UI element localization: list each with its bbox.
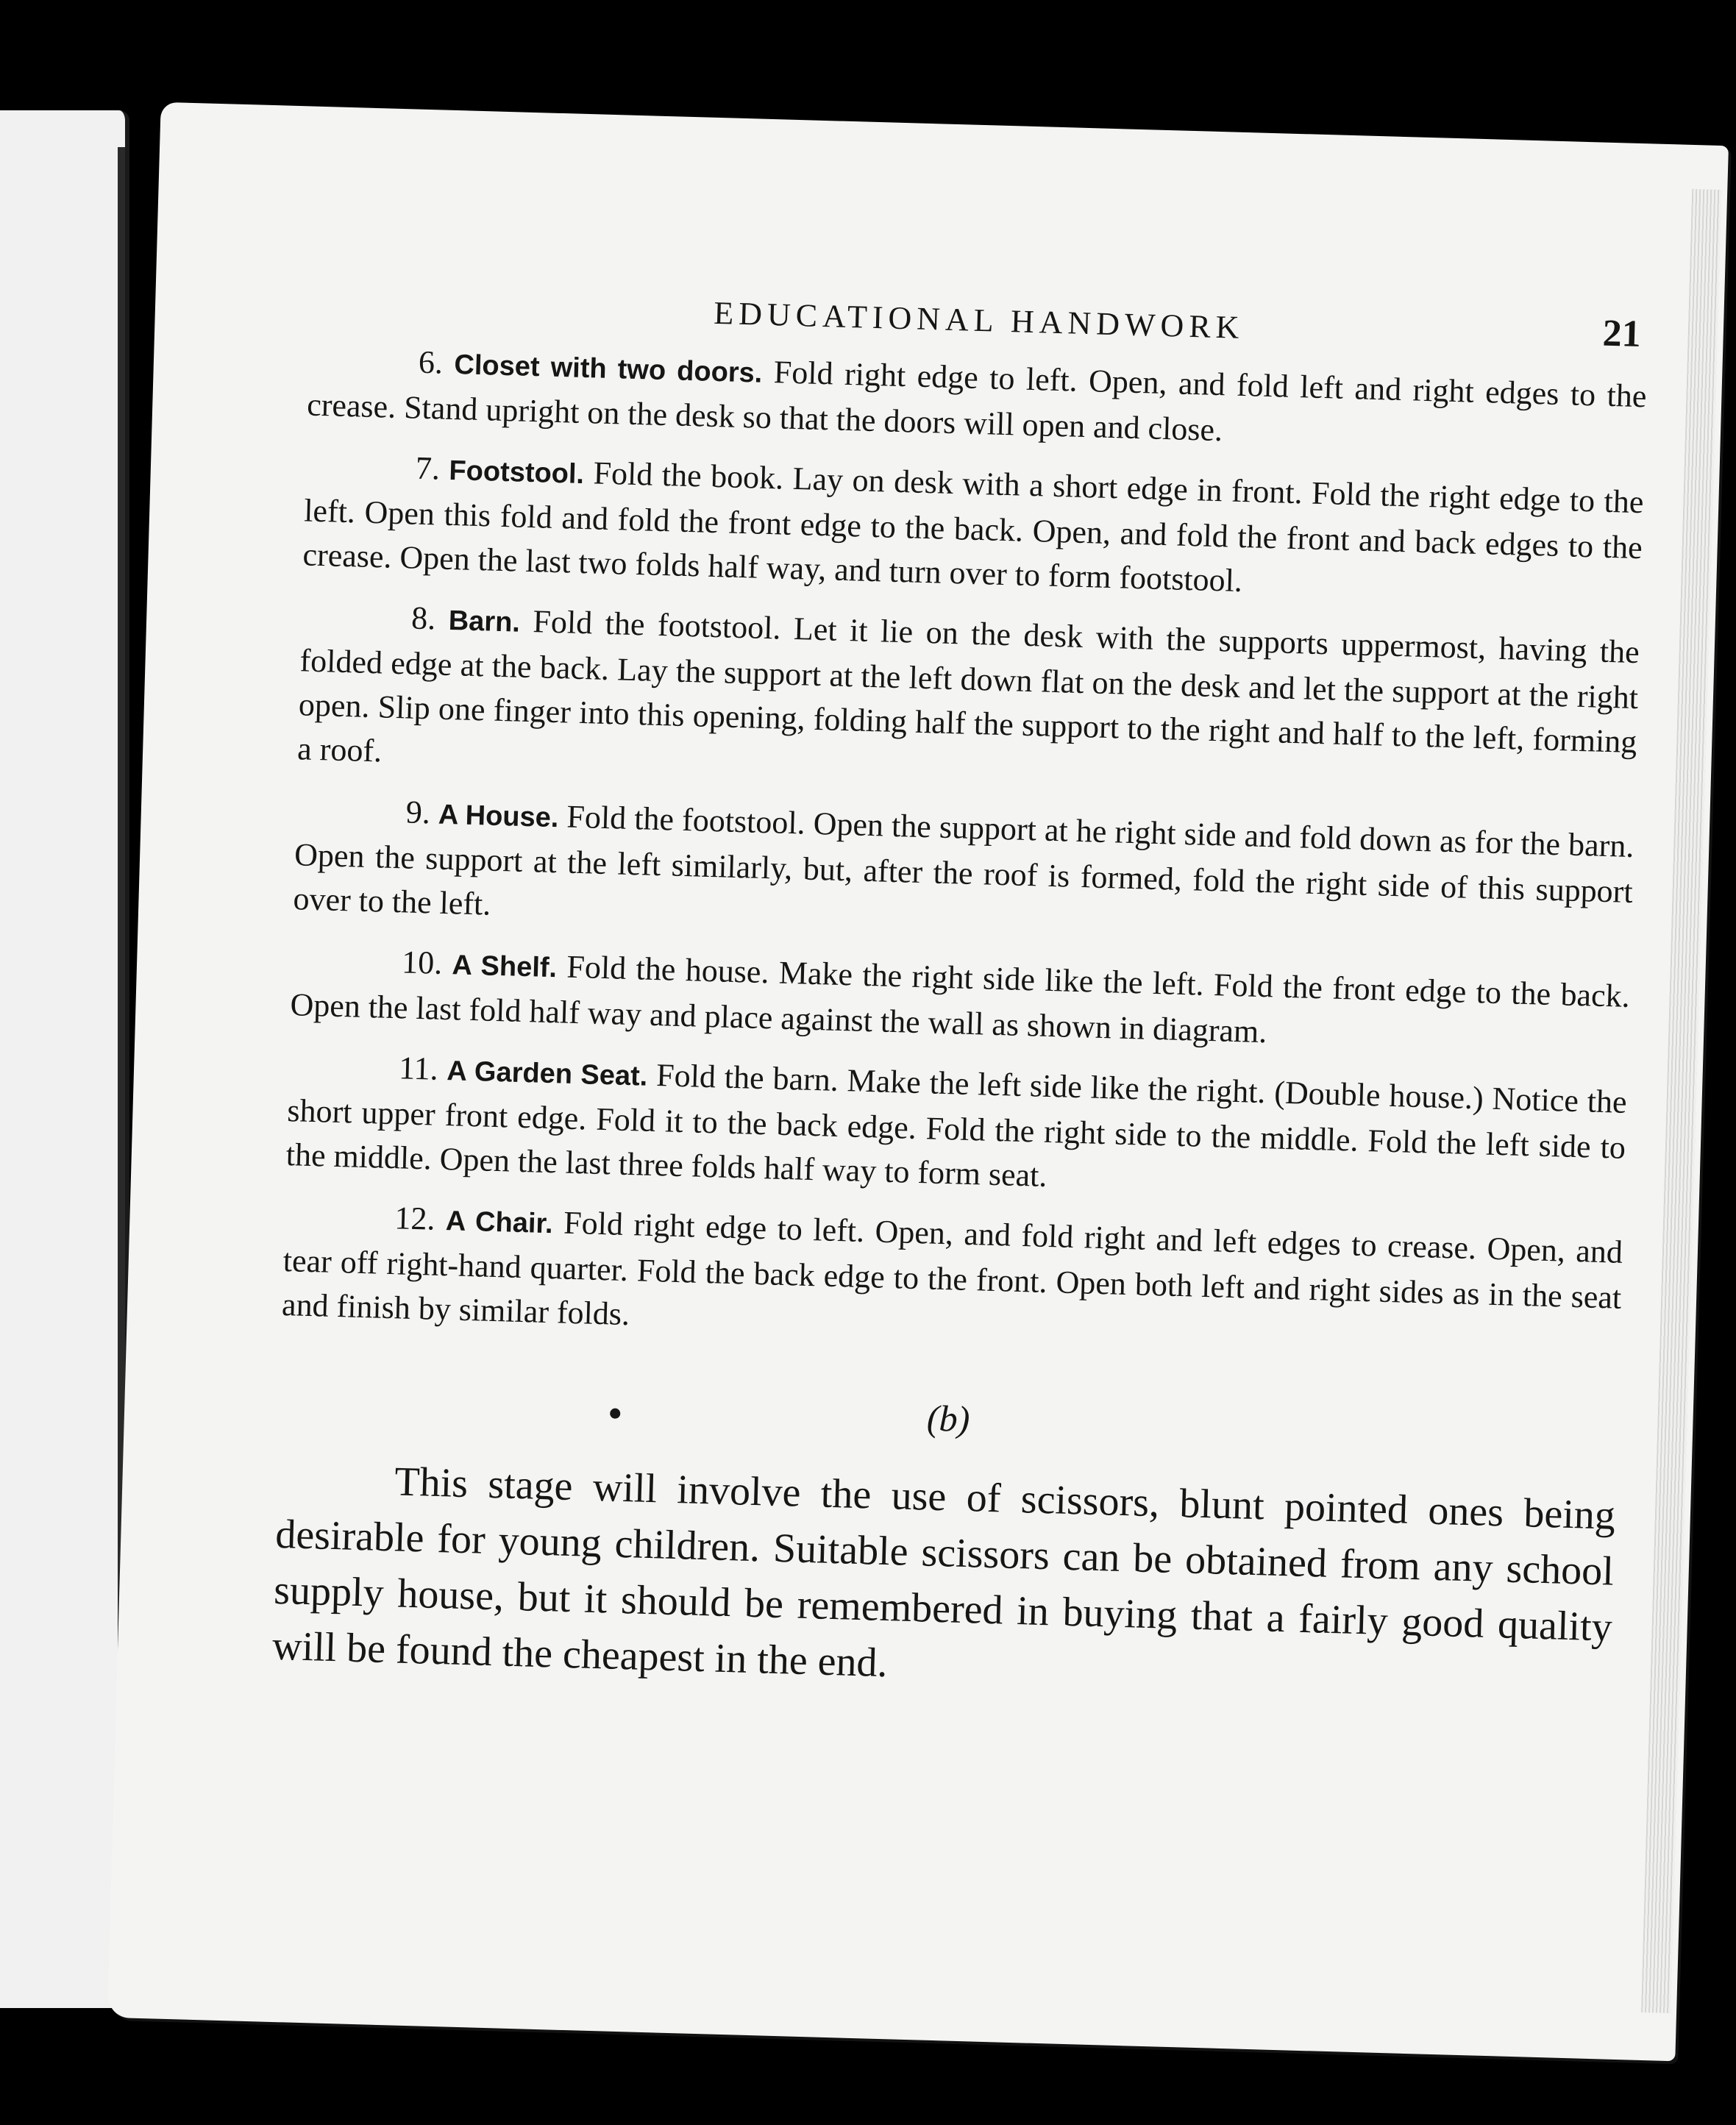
running-head-title: EDUCATIONAL HANDWORK bbox=[713, 294, 1245, 346]
item-title: A House. bbox=[438, 799, 559, 834]
item-title: Closet with two doors. bbox=[453, 349, 763, 389]
instruction-item-12 bbox=[281, 1193, 1623, 1364]
instruction-item-9 bbox=[293, 787, 1634, 958]
item-text: Fold right edge to left. Open, and fold left and right edges to the crease. Stand upright on the desk so that the doors will open and close. bbox=[306, 354, 1648, 449]
item-title: Footstool. bbox=[448, 455, 585, 490]
page-stack-edge bbox=[1641, 189, 1721, 2013]
print-dot-mark bbox=[610, 1408, 620, 1418]
instruction-item-7 bbox=[302, 443, 1644, 614]
item-text: Fold the footstool. Let it lie on the desk with the supports uppermost, having the folded edge at the back. Lay the support at the left down flat on the desk and let the support at the right open. Slip one finger into this opening, folding half the support to the right and half to the left, forming a roof. bbox=[296, 603, 1640, 769]
instruction-item-8 bbox=[296, 593, 1640, 808]
item-number: 10. bbox=[401, 944, 443, 981]
item-text: Fold the footstool. Open the support at he right side and fold down as for the barn. Open the support at the left similarly, but, after the roof is formed, fold the right side of this support over to the left. bbox=[292, 798, 1635, 922]
instruction-item-10 bbox=[290, 937, 1631, 1064]
item-title: A Garden Seat. bbox=[446, 1056, 648, 1092]
section-marker-label: (b) bbox=[926, 1397, 971, 1440]
item-title: A Chair. bbox=[445, 1206, 554, 1240]
item-text: Fold the barn. Make the left side like the right. (Double house.) Notice the short upper front edge. Fold it to the back edge. Fold the right side to the middle. Fold the left side to the middle. Open the last three folds half way to form seat. bbox=[285, 1057, 1628, 1194]
closing-paragraph: This stage will involve the use of scissors, blunt pointed ones being desirable for young children. Suitable scissors can be obtained from any school supply house, but it should be remembered in buying that a fairly good quality will be found the cheapest in the end. bbox=[271, 1459, 1616, 1687]
book-page bbox=[107, 102, 1729, 2062]
item-text: Fold right edge to left. Open, and fold right and left edges to crease. Open, and tear off right-hand quarter. Fold the back edge to the front. Open both left and right sides as in the seat and finish by similar folds. bbox=[281, 1204, 1623, 1333]
item-number: 6. bbox=[418, 344, 444, 381]
section-marker bbox=[279, 1378, 1618, 1459]
item-number: 8. bbox=[410, 599, 437, 637]
item-text: Fold the house. Make the right side like the left. Fold the front edge to the back. Open the last fold half way and place against the wall as shown in diagram. bbox=[289, 948, 1631, 1050]
previous-page-edge bbox=[0, 110, 129, 2008]
item-title: Barn. bbox=[448, 605, 521, 638]
page-number: 21 bbox=[1601, 312, 1642, 356]
instruction-item-11 bbox=[285, 1043, 1627, 1214]
item-number: 7. bbox=[415, 449, 441, 487]
item-number: 11. bbox=[398, 1050, 439, 1087]
item-number: 12. bbox=[394, 1200, 436, 1237]
item-number: 9. bbox=[405, 794, 431, 831]
page-text-block bbox=[271, 276, 1648, 1712]
item-text: Fold the book. Lay on desk with a short edge in front. Fold the right edge to the left. Open this fold and fold the front edge to the back. Open, and fold the front and back edges to the crease. Open the last two folds half way, and turn over to form footstool. bbox=[302, 455, 1645, 599]
item-title: A Shelf. bbox=[452, 950, 558, 984]
